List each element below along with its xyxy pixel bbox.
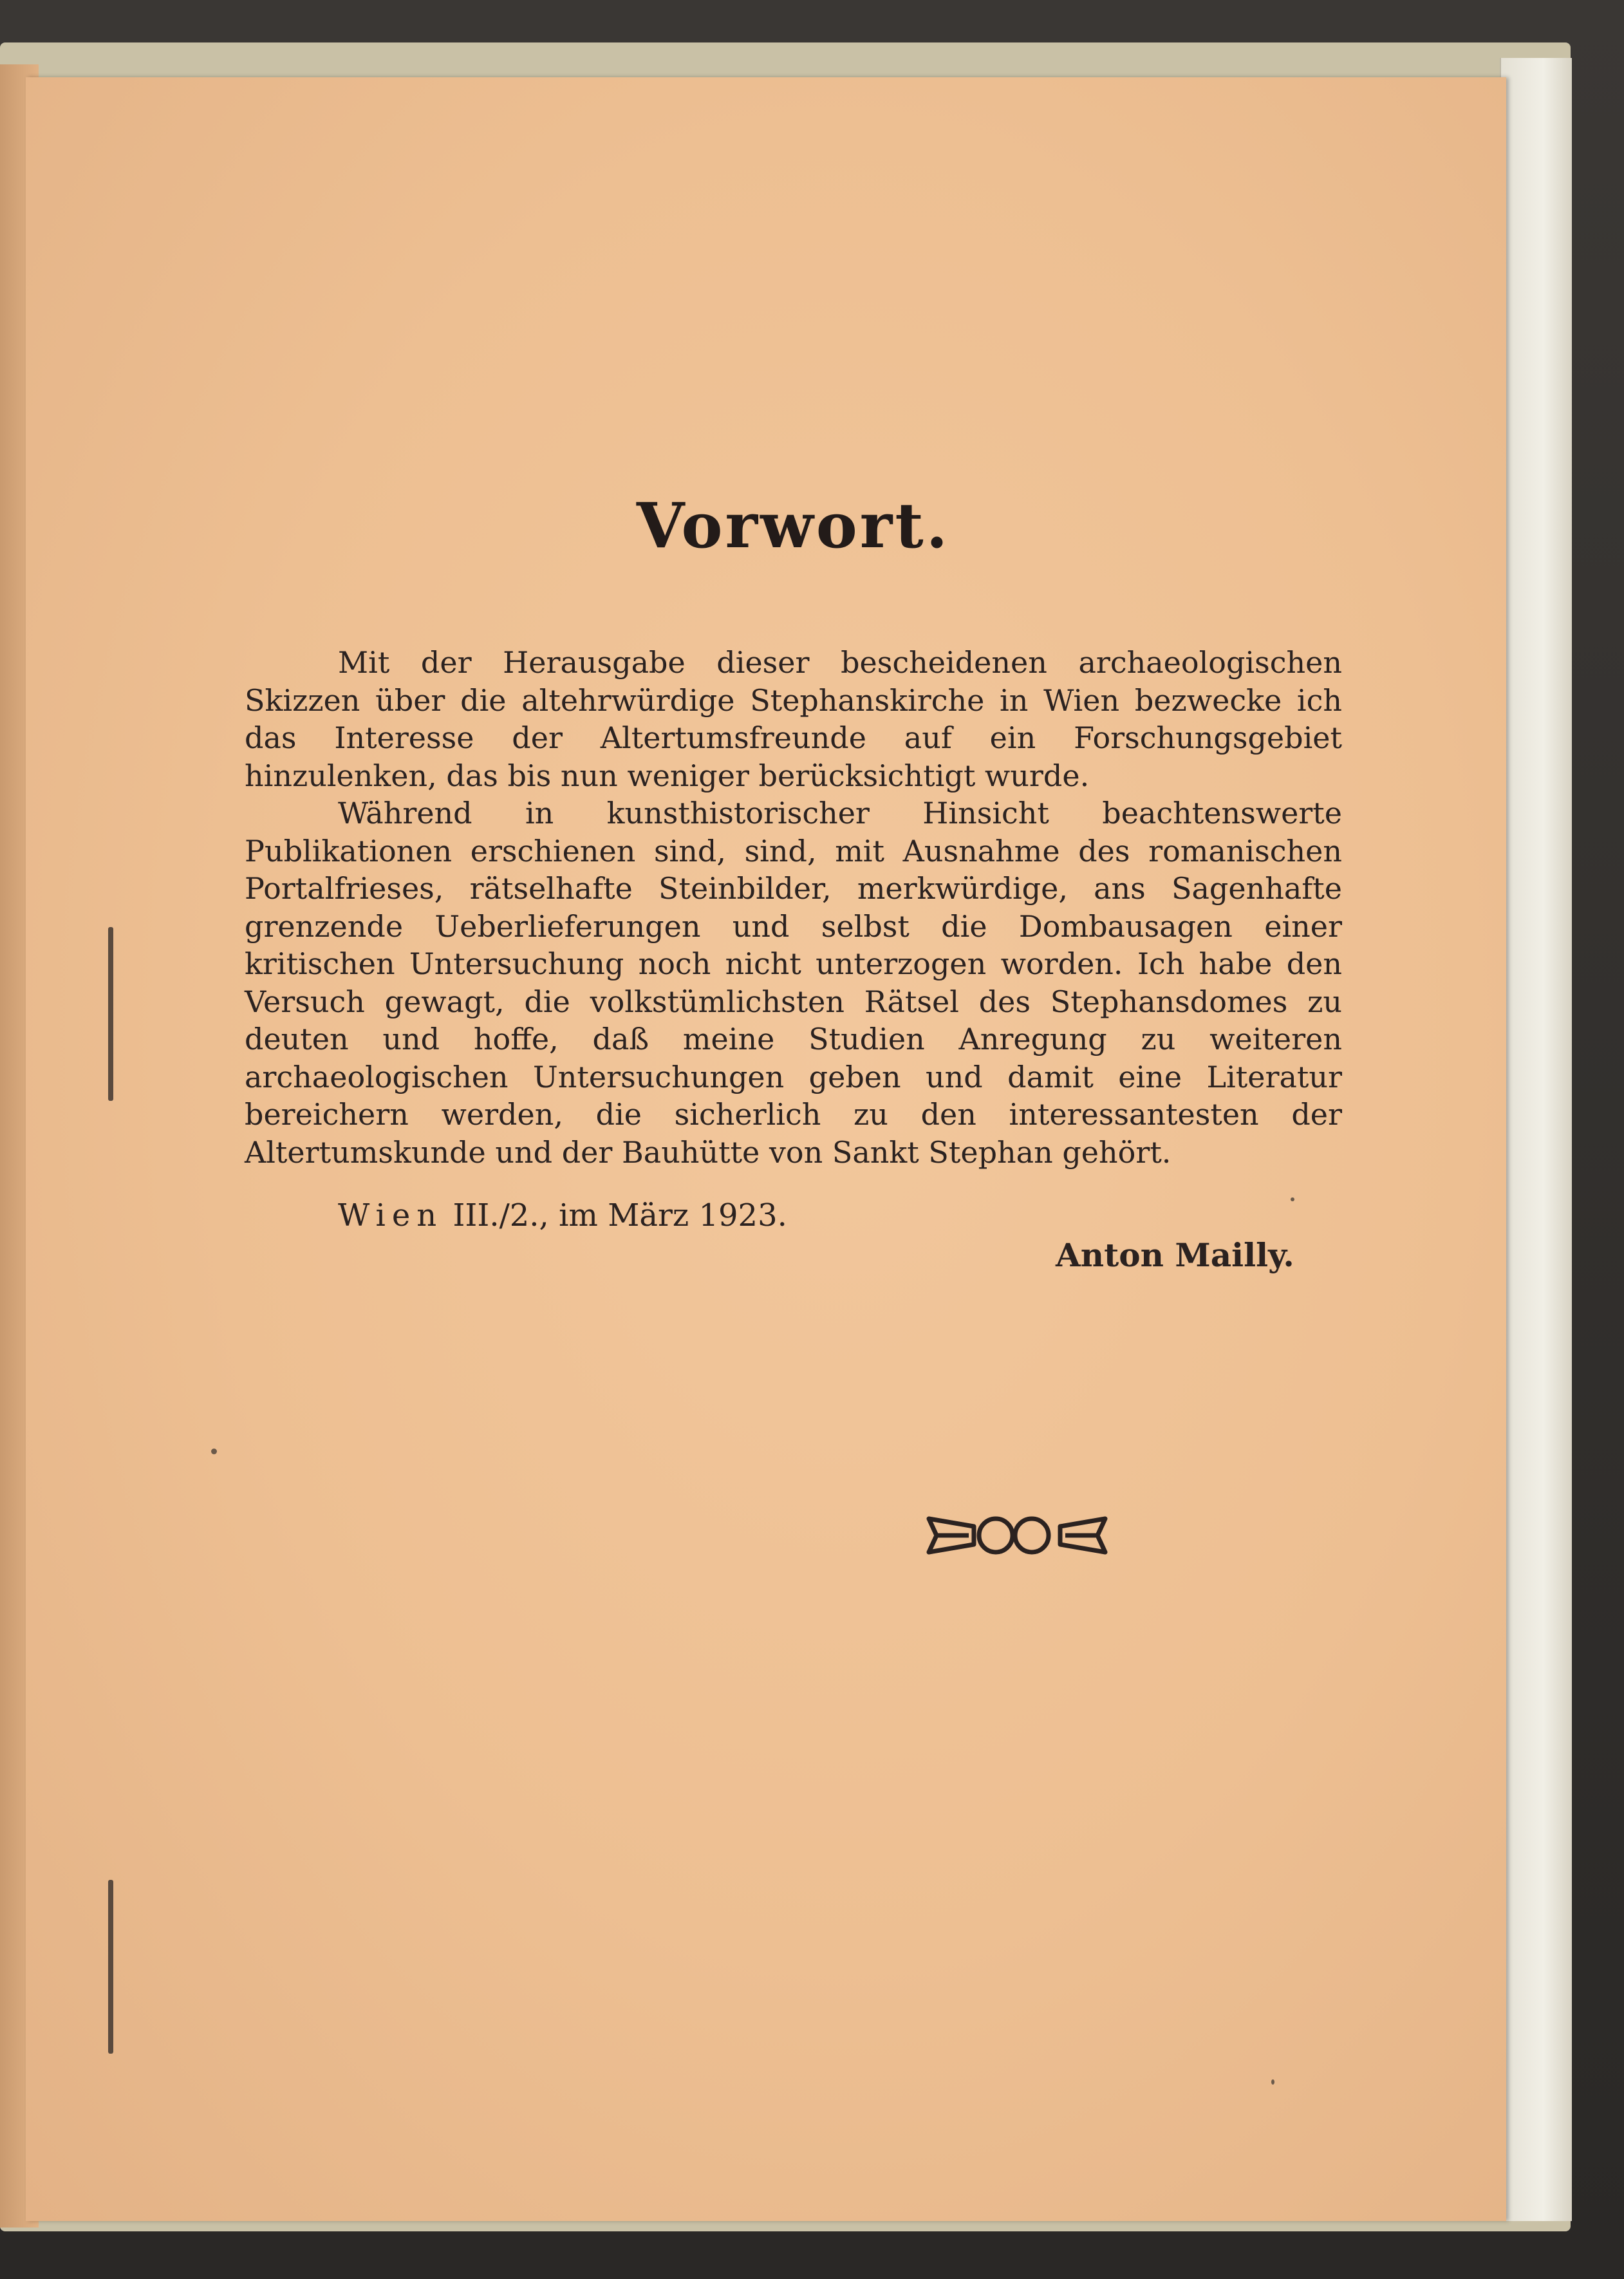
paper-speck	[211, 1449, 217, 1454]
author-signature: Anton Mailly.	[1056, 1236, 1294, 1274]
preface-body	[245, 644, 1342, 1171]
paragraph-1: Mit der Herausgabe dieser bescheidenen archaeologischen Skizzen über die altehrwürdige Stephanskirche in Wien bezwecke ich das Interesse der Altertumsfreunde auf ein Forschungsgebiet hinzulenken, das bis nun weniger berücksichtigt wurde.	[245, 645, 1342, 793]
paper-speck	[1291, 1197, 1294, 1201]
place-name: Wien	[338, 1197, 443, 1233]
book-page	[26, 77, 1506, 2221]
paper-speck	[1271, 2079, 1274, 2085]
binding-stitch	[108, 927, 113, 1101]
page-title: Vorwort.	[636, 489, 951, 562]
place-date-line	[338, 1197, 787, 1233]
date-text: III./2., im März 1923.	[453, 1197, 787, 1233]
back-page-edge	[1500, 58, 1572, 2221]
binding-stitch	[108, 1880, 113, 2054]
ornament-icon	[924, 1510, 1110, 1561]
paragraph-2: Während in kunsthistorischer Hinsicht beachtenswerte Publikationen erschienen sind, sind, mit Ausnahme des romanischen Portalfrieses, rätselhafte Steinbilder, merkwürdige, ans Sagenhafte grenzende Ueberlieferungen und selbst die Dombausagen einer kritischen Untersuchung noch nicht unterzogen worden. Ich habe den Versuch gewagt, die volkstümlichsten Rätsel des Stephansdomes zu deuten und hoffe, daß meine Studien Anregung zu weiteren archaeologischen Untersuchungen geben und damit eine Literatur bereichern werden, die sicherlich zu den interessantesten der Altertumskunde und der Bauhütte von Sankt Stephan gehört.	[245, 796, 1342, 1170]
